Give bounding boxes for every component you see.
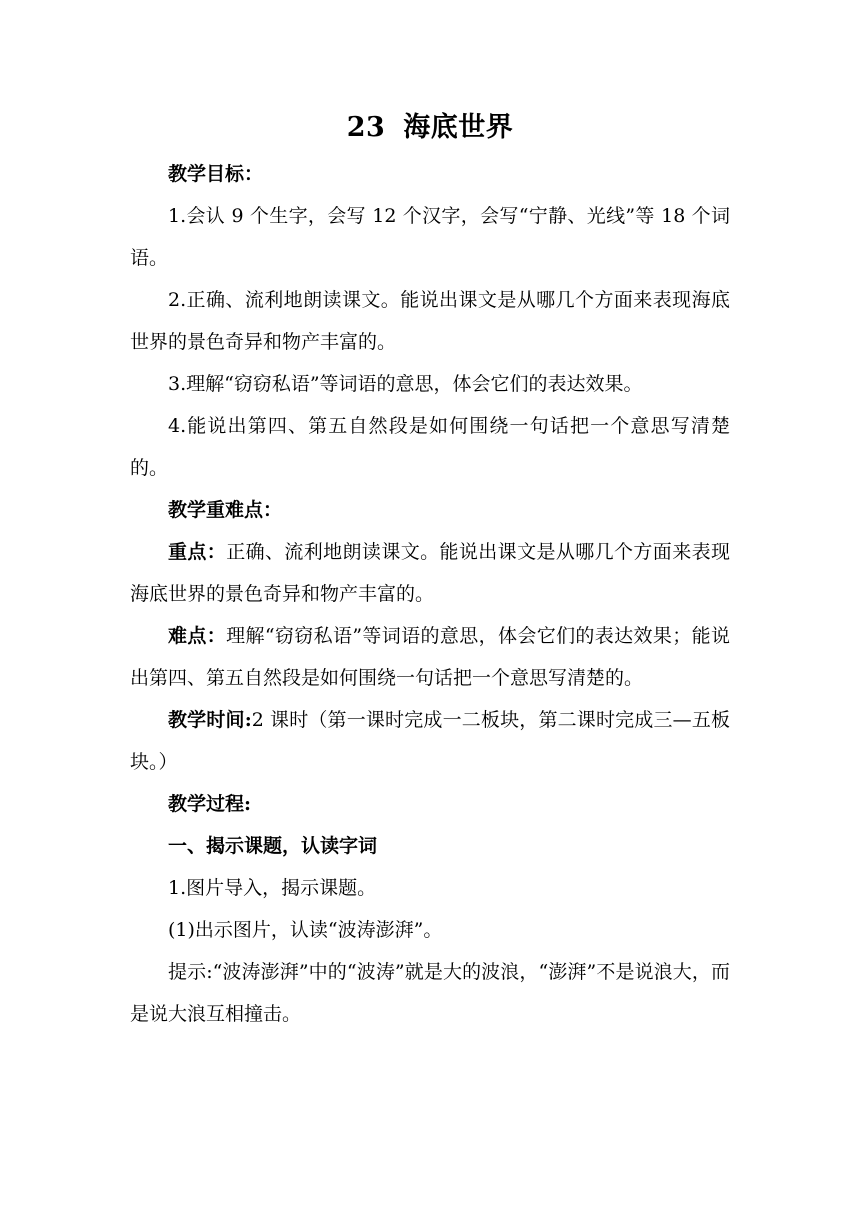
- process-heading: 教学过程:: [168, 793, 252, 815]
- section-1-heading: 一、揭示课题，认读字词: [168, 835, 378, 857]
- step-1: 1.图片导入，揭示课题。: [168, 877, 377, 899]
- objective-item-3: 3.理解“窃窃私语”等词语的意思，体会它们的表达效果。: [168, 373, 643, 395]
- key-point-text: 正确、流利地朗读课文。能说出课文是从哪几个方面来表现海底世界的景色奇异和物产丰富的。: [130, 541, 730, 605]
- objective-item-4: 4.能说出第四、第五自然段是如何围绕一句话把一个意思写清楚的。: [130, 415, 730, 479]
- key-point-paragraph: [130, 531, 730, 615]
- lesson-title: [0, 108, 860, 148]
- objective-item-1: 1.会认 9 个生字，会写 12 个汉字，会写“宁静、光线”等 18 个词语。: [130, 205, 730, 269]
- lesson-title-text: 海底世界: [403, 112, 514, 143]
- step-1-sub: (1)出示图片，认读“波涛澎湃”。: [168, 919, 443, 941]
- time-text: 2 课时（第一课时完成一二板块，第二课时完成三—五板块。）: [130, 709, 730, 773]
- time-label: 教学时间:: [168, 709, 252, 731]
- objectives-heading: 教学目标：: [168, 163, 264, 185]
- objective-item-2: 2.正确、流利地朗读课文。能说出课文是从哪几个方面来表现海底世界的景色奇异和物产丰富的。: [130, 289, 730, 353]
- time-paragraph: [130, 699, 730, 783]
- document-body: [130, 153, 730, 1035]
- difficulty-paragraph: [130, 615, 730, 699]
- key-point-label: 重点：: [168, 541, 227, 563]
- difficulty-text: 理解“窃窃私语”等词语的意思，体会它们的表达效果；能说出第四、第五自然段是如何围绕一句话把一个意思写清楚的。: [130, 625, 730, 689]
- difficulty-label: 难点：: [168, 625, 227, 647]
- hint-paragraph: 提示:“波涛澎湃”中的“波涛”就是大的波浪，“澎湃”不是说浪大，而是说大浪互相撞击。: [130, 961, 730, 1025]
- key-points-heading: 教学重难点：: [168, 499, 283, 521]
- lesson-number: 23: [346, 112, 386, 143]
